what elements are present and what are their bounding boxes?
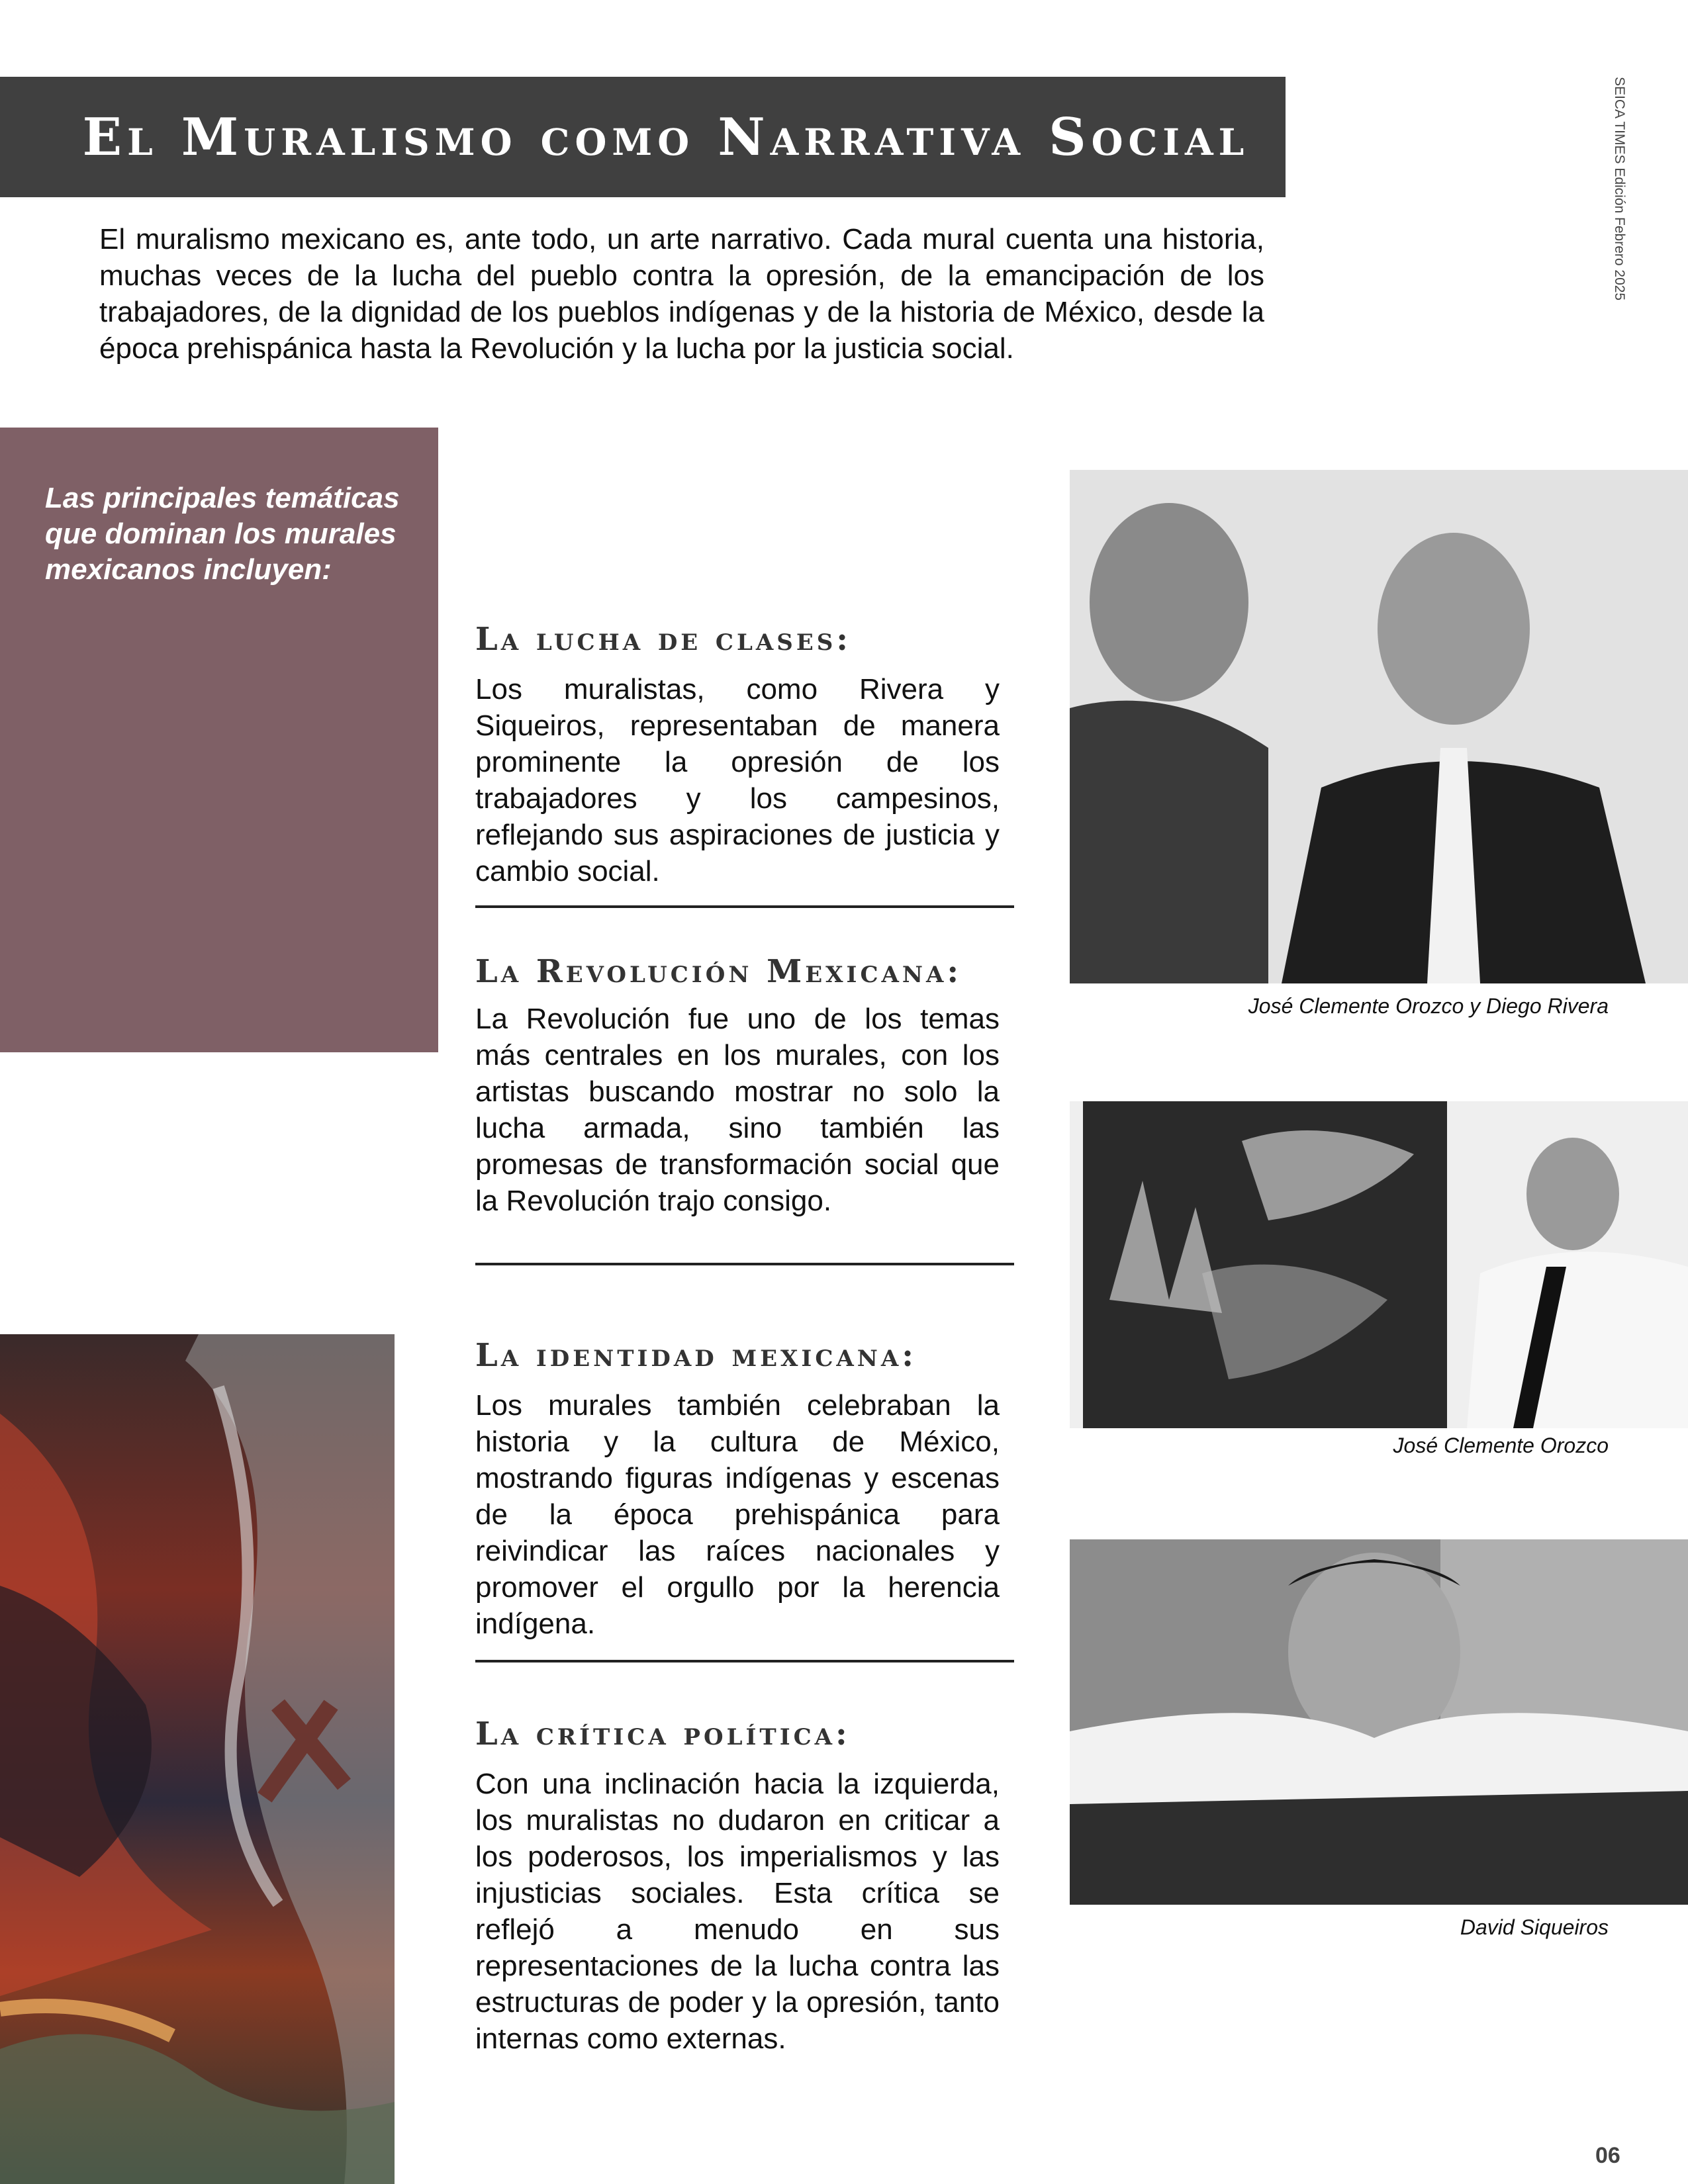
divider-line [475,1263,1014,1265]
theme-body-critica: Con una inclinación hacia la izquierda, los muralistas no dudaron en criticar a los poderosos, los imperialismos y las injusticias sociales. Esta crítica se reflejó a menudo en sus representaciones de la lucha contra las estructuras de poder y la opresión, tanto internas como externas. [475,1768,1000,2055]
callout-text: Las principales temáticas que dominan los murales mexicanos incluyen: [45,482,400,586]
photo-siqueiros [1070,1539,1688,1905]
divider-line [475,1660,1014,1662]
intro-paragraph: El muralismo mexicano es, ante todo, un arte narrativo. Cada mural cuenta una historia, muchas veces de la lucha del pueblo contra la opresión, de la emancipación de los trabajadores, de la dignidad de los pueblos indígenas y de la historia de México, desde la época prehispánica hasta la Revolución y la lucha por la justicia social. [99,223,1264,365]
magazine-edition-label: SEICA TIMES Edición Febrero 2025 [1612,77,1627,301]
page-title: El Muralismo como Narrativa Social [82,107,1250,167]
mural-painting-image [0,1334,395,2184]
page-number: 06 [1595,2143,1620,2168]
photo-caption: José Clemente Orozco [1393,1433,1609,1457]
theme-heading-critica: La crítica política: [475,1715,851,1752]
photo-orozco-rivera [1070,470,1688,983]
theme-body-clases: Los muralistas, como Rivera y Siqueiros, representaban de manera prominente la opresión de los trabajadores y los campesinos, reflejando sus aspiraciones de justicia y cambio social. [475,673,1000,887]
theme-heading-identidad: La identidad mexicana: [475,1337,917,1374]
photo-caption: José Clemente Orozco y Diego Rivera [1248,994,1609,1018]
photo-caption: David Siqueiros [1460,1915,1609,1939]
theme-heading-revolucion: La Revolución Mexicana: [475,953,962,990]
divider-line [475,905,1014,908]
theme-body-identidad: Los murales también celebraban la historia y la cultura de México, mostrando figuras indígenas y escenas de la época prehispánica para reivindicar las raíces nacionales y promover el orgullo por la herencia indígena. [475,1389,1000,1640]
photo-orozco-painting [1070,1101,1688,1428]
theme-heading-clases: La lucha de clases: [475,621,852,658]
theme-body-revolucion: La Revolución fue uno de los temas más centrales en los murales, con los artistas buscando mostrar no solo la lucha armada, sino también las promesas de transformación social que la Revolución trajo consigo. [475,1003,1000,1217]
